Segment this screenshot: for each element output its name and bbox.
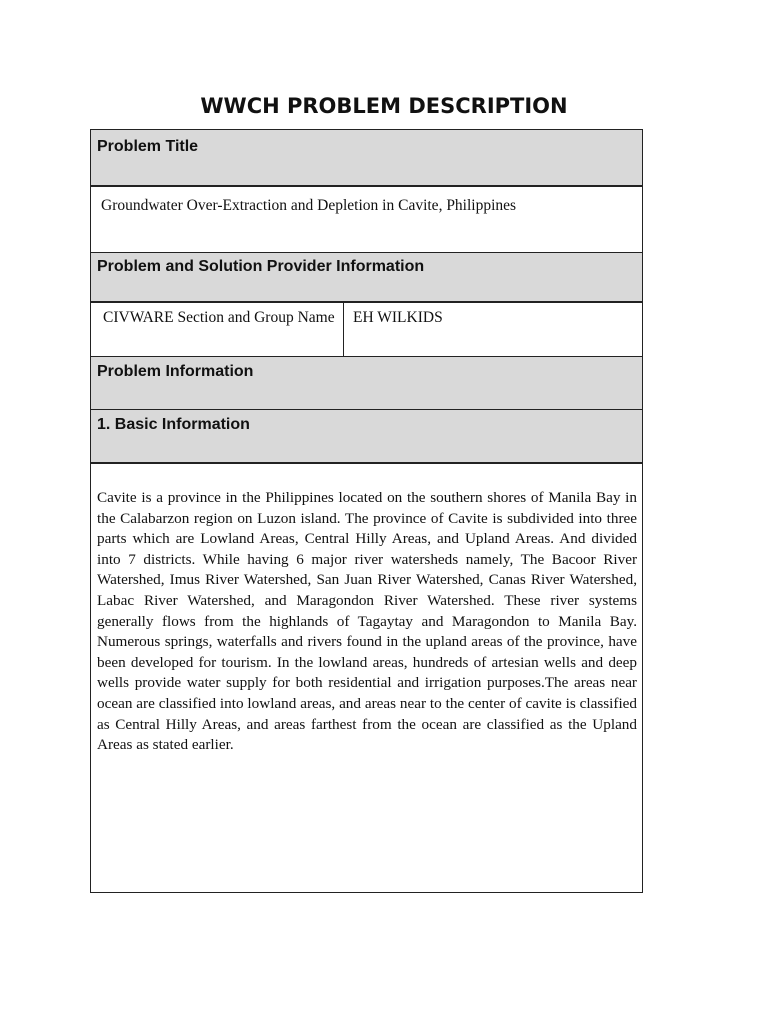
provider-label: CIVWARE Section and Group Name (103, 309, 335, 326)
problem-info-header: Problem Information (97, 363, 254, 380)
basic-info-paragraph: Cavite is a province in the Philippines located on the southern shores of Manila Bay in the Calabarzon region on Luzon island. The province of Cavite is subdivided into three parts which are Lowland Areas, Central Hilly Areas, and Upland Areas. And divided into 7 districts. While having 6 major river watersheds namely, The Bacoor River Watershed, Imus River Watershed, San Juan River Watershed, Canas River Watershed, Labac River Watershed, and Maragondon River Watershed. These river systems generally flows from the highlands of Tagaytay and Maragondon to Manila Bay. Numerous springs, waterfalls and rivers found in the upland areas of the province, have been developed for tourism. In the lowland areas, hundreds of artesian wells and deep wells provide water supply for both residential and irrigation purposes.The areas near ocean are classified into lowland areas, and areas near to the center of cavite is classified as Central Hilly Areas, and areas farthest from the ocean are classified as the Upland Areas as stated earlier. (97, 489, 637, 754)
provider-header: Problem and Solution Provider Information (97, 258, 425, 275)
basic-info-header-row (91, 410, 642, 464)
problem-title-header-row (91, 130, 642, 187)
basic-info-body-row (91, 464, 642, 892)
problem-title-value: Groundwater Over-Extraction and Depletion in Cavite, Philippines (101, 197, 517, 214)
provider-info-row (91, 303, 642, 357)
problem-title-value-row (91, 187, 642, 253)
provider-header-row (91, 253, 642, 303)
cell-divider (343, 303, 344, 356)
problem-info-header-row (91, 357, 642, 410)
document-title: WWCH PROBLEM DESCRIPTION (200, 94, 568, 118)
provider-value: EH WILKIDS (353, 309, 443, 326)
basic-info-header: 1. Basic Information (97, 416, 250, 433)
problem-description-form (90, 129, 643, 893)
problem-title-header: Problem Title (97, 138, 199, 155)
